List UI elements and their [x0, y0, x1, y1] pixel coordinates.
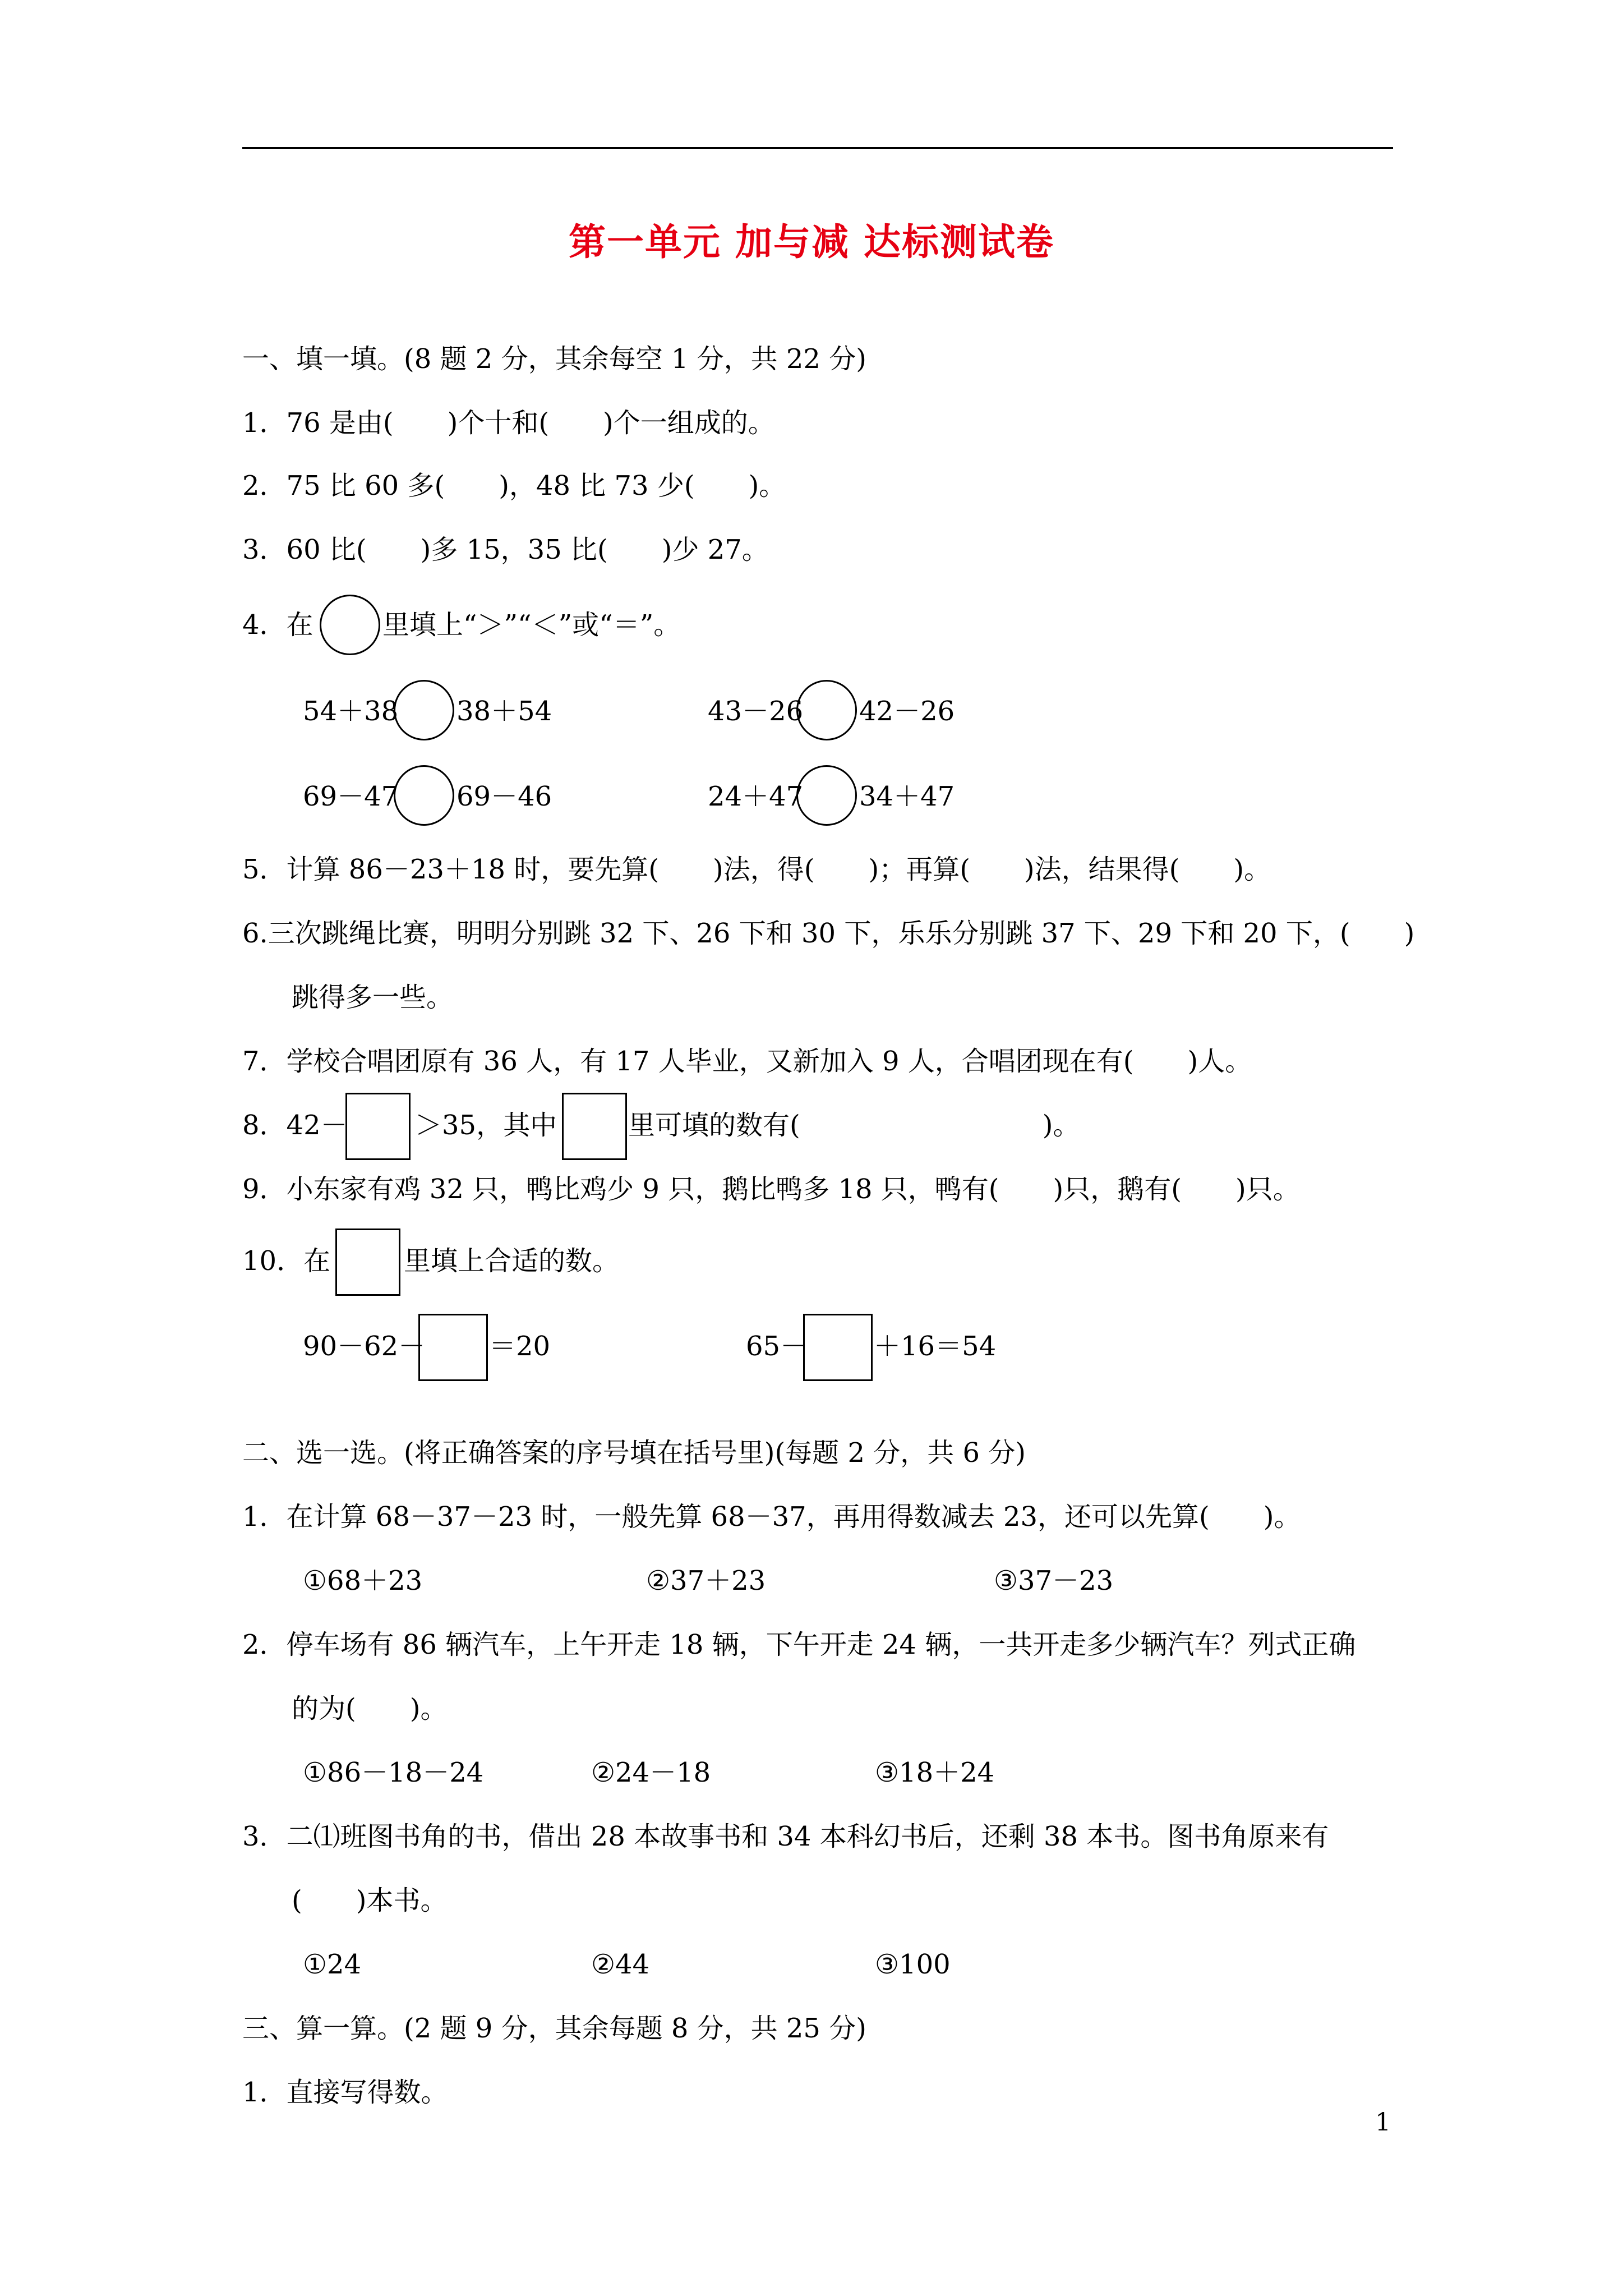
option-2-3-c: ③100 — [875, 1949, 951, 1980]
page-number: 1 — [1375, 2108, 1391, 2137]
answer-circle — [394, 765, 454, 826]
question-1-6-line1: 6.三次跳绳比赛，明明分别跳 32 下、26 下和 30 下，乐乐分别跳 37 下、29 下和 20 下，( ) — [242, 918, 1415, 949]
question-1-4-prefix: 4．在 — [242, 609, 313, 641]
answer-box — [803, 1314, 873, 1381]
question-1-10-a: 10．在 — [242, 1245, 331, 1277]
question-1-2: 2．75 比 60 多( )，48 比 73 少( )。 — [242, 470, 786, 501]
answer-circle — [320, 595, 380, 655]
question-1-4-suffix: 里填上“＞”“＜”或“＝”。 — [382, 609, 681, 641]
option-2-1-c: ③37－23 — [994, 1565, 1114, 1596]
question-1-5: 5．计算 86－23＋18 时，要先算( )法，得( )；再算( )法，结果得( )。 — [242, 854, 1271, 885]
answer-circle — [394, 680, 454, 740]
option-2-2-c: ③18＋24 — [875, 1757, 995, 1788]
compare-b-left: 43－26 — [708, 696, 804, 727]
question-1-8-b: ＞35，其中 — [415, 1110, 557, 1141]
compare-a-left: 54＋38 — [303, 696, 399, 727]
fill-b-right: ＋16＝54 — [874, 1331, 997, 1362]
answer-box — [562, 1093, 627, 1160]
fill-b-left: 65－ — [746, 1331, 808, 1362]
option-2-2-b: ②24－18 — [591, 1757, 711, 1788]
compare-a-right: 38＋54 — [457, 696, 552, 727]
question-1-3: 3．60 比( )多 15，35 比( )少 27。 — [242, 534, 769, 565]
question-2-2-line2: 的为( )。 — [292, 1693, 448, 1724]
answer-box — [345, 1093, 411, 1160]
compare-d-left: 24＋47 — [708, 781, 804, 812]
question-1-8-c: 里可填的数有( )。 — [628, 1110, 1080, 1141]
compare-d-right: 34＋47 — [859, 781, 955, 812]
compare-c-right: 69－46 — [457, 781, 552, 812]
option-2-1-a: ①68＋23 — [303, 1565, 423, 1596]
section-2-heading: 二、选一选。(将正确答案的序号填在括号里)(每题 2 分，共 6 分) — [242, 1437, 1026, 1469]
question-2-2-line1: 2．停车场有 86 辆汽车，上午开走 18 辆，下午开走 24 辆，一共开走多少辆汽车？列式正确 — [242, 1629, 1356, 1660]
question-2-1: 1．在计算 68－37－23 时，一般先算 68－37，再用得数减去 23，还可以先算( )。 — [242, 1501, 1301, 1533]
option-2-3-b: ②44 — [591, 1949, 650, 1980]
question-1-6-line2: 跳得多一些。 — [292, 982, 454, 1013]
compare-b-right: 42－26 — [859, 696, 955, 727]
question-1-9: 9．小东家有鸡 32 只，鸭比鸡少 9 只，鹅比鸭多 18 只，鸭有( )只，鹅有( )只。 — [242, 1174, 1300, 1205]
page-title: 第一单元 加与减 达标测试卷 — [569, 220, 1054, 264]
section-3-heading: 三、算一算。(2 题 9 分，其余每题 8 分，共 25 分) — [242, 2013, 866, 2044]
question-1-8-a: 8．42－ — [242, 1110, 348, 1141]
question-1-7: 7．学校合唱团原有 36 人，有 17 人毕业，又新加入 9 人，合唱团现在有( )人。 — [242, 1046, 1252, 1077]
answer-circle — [796, 680, 857, 740]
section-1-heading: 一、填一填。(8 题 2 分，其余每空 1 分，共 22 分) — [242, 343, 866, 375]
question-1-1: 1．76 是由( )个十和( )个一组成的。 — [242, 407, 775, 439]
answer-box — [335, 1228, 400, 1296]
option-2-3-a: ①24 — [303, 1949, 362, 1980]
header-rule — [242, 147, 1393, 149]
option-2-2-a: ①86－18－24 — [303, 1757, 484, 1788]
compare-c-left: 69－47 — [303, 781, 399, 812]
question-2-3-line2: ( )本书。 — [292, 1885, 448, 1916]
question-3-1: 1．直接写得数。 — [242, 2077, 448, 2108]
option-2-1-b: ②37＋23 — [646, 1565, 766, 1596]
fill-a-left: 90－62－ — [303, 1331, 426, 1362]
answer-circle — [796, 765, 857, 826]
answer-box — [418, 1314, 488, 1381]
fill-a-right: ＝20 — [489, 1331, 551, 1362]
question-2-3-line1: 3．二⑴班图书角的书，借出 28 本故事书和 34 本科幻书后，还剩 38 本书。图书角原来有 — [242, 1821, 1329, 1852]
question-1-10-b: 里填上合适的数。 — [404, 1245, 620, 1277]
